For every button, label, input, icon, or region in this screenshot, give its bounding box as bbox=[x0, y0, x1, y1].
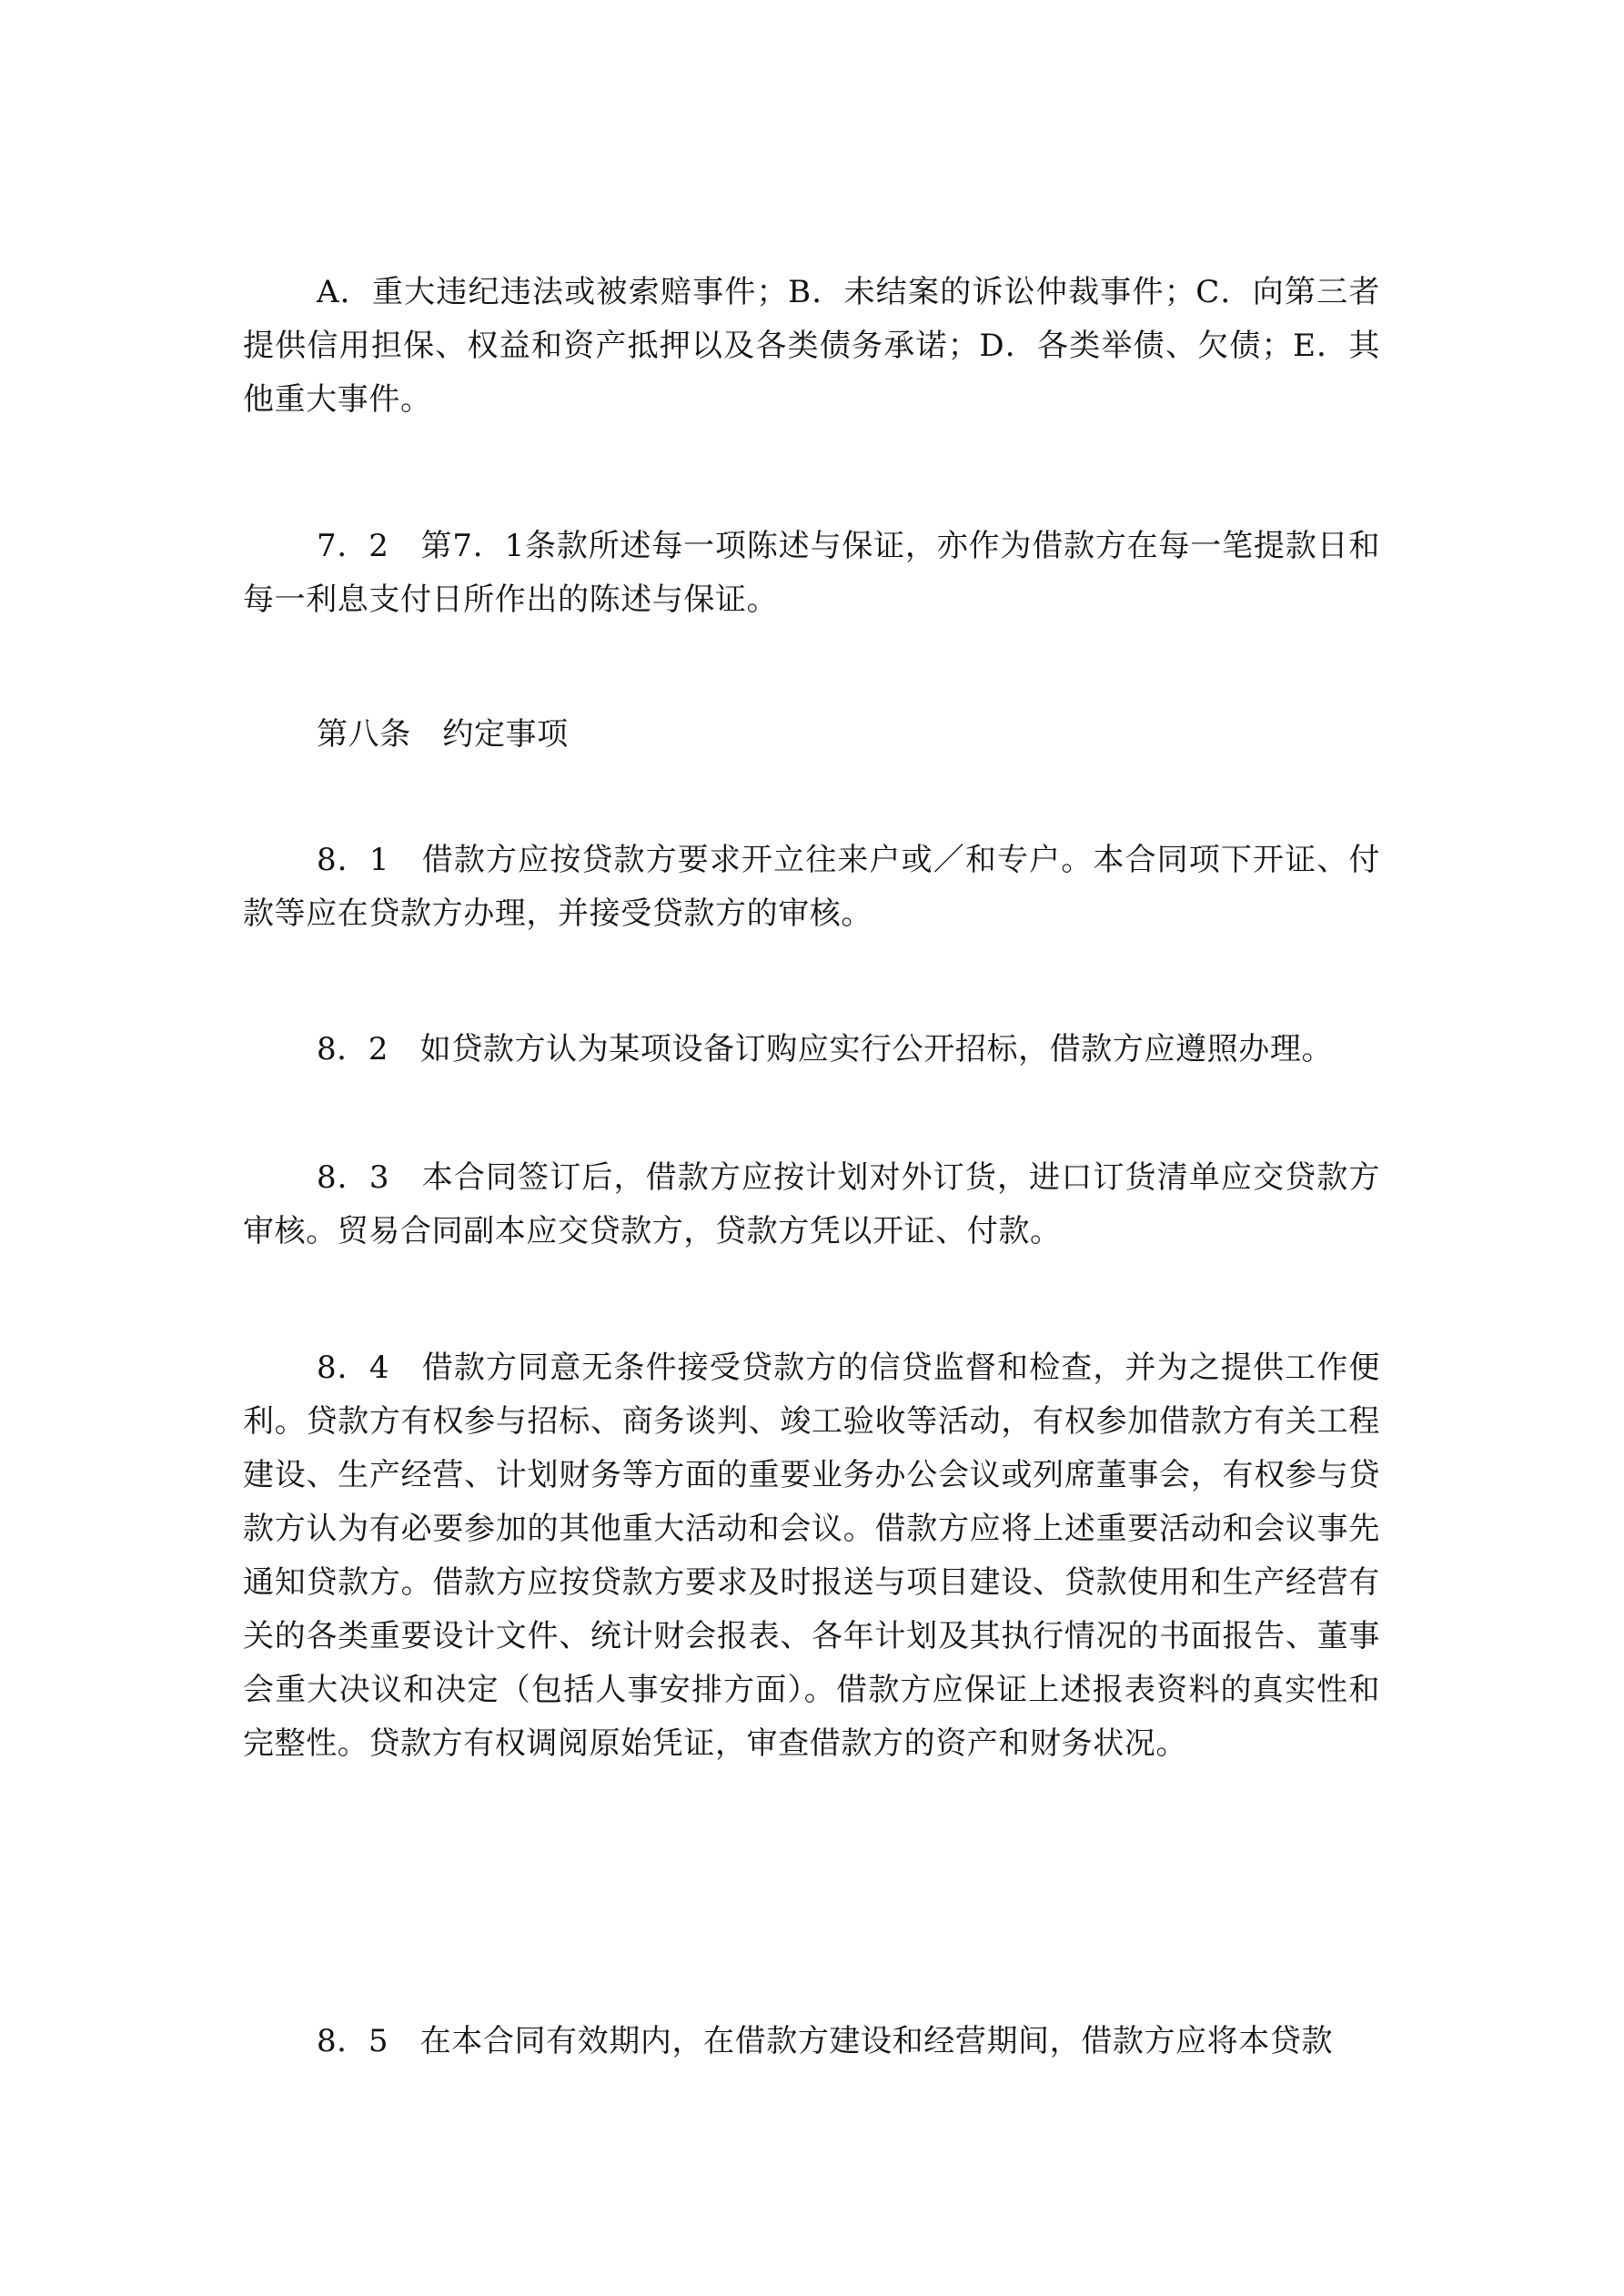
paragraph-clause-8-3: 8．3 本合同签订后，借款方应按计划对外订货，进口订货清单应交贷款方审核。贸易合同副本应交贷款方，贷款方凭以开证、付款。 bbox=[243, 1159, 1380, 1249]
paragraph-major-events-list: A．重大违纪违法或被索赔事件；B．未结案的诉讼仲裁事件；C．向第三者提供信用担保、权益和资产抵押以及各类债务承诺；D．各类举债、欠债；E．其他重大事件。 bbox=[243, 274, 1380, 418]
paragraph-clause-8-5: 8．5 在本合同有效期内，在借款方建设和经营期间，借款方应将本贷款 bbox=[317, 2023, 1334, 2059]
paragraph-clause-8-1: 8．1 借款方应按贷款方要求开立往来户或／和专户。本合同项下开证、付款等应在贷款方办理，并接受贷款方的审核。 bbox=[243, 842, 1380, 932]
section-heading-article-8: 第八条 约定事项 bbox=[317, 716, 569, 753]
paragraph-clause-7-2: 7．2 第7．1条款所述每一项陈述与保证，亦作为借款方在每一笔提款日和每一利息支付日所作出的陈述与保证。 bbox=[243, 528, 1380, 618]
paragraph-clause-8-2: 8．2 如贷款方认为某项设备订购应实行公开招标，借款方应遵照办理。 bbox=[317, 1031, 1334, 1067]
paragraph-clause-8-4: 8．4 借款方同意无条件接受贷款方的信贷监督和检查，并为之提供工作便利。贷款方有权参与招标、商务谈判、竣工验收等活动，有权参加借款方有关工程建设、生产经营、计划财务等方面的重要业务办公会议或列席董事会，有权参与贷款方认为有必要参加的其他重大活动和会议。借款方应将上述重要活动和会议事先通知贷款方。借款方应按贷款方要求及时报送与项目建设、贷款使用和生产经营有关的各类重要设计文件、统计财会报表、各年计划及其执行情况的书面报告、董事会重大决议和决定（包括人事安排方面）。借款方应保证上述报表资料的真实性和完整性。贷款方有权调阅原始凭证，审查借款方的资产和财务状况。 bbox=[243, 1350, 1380, 1762]
